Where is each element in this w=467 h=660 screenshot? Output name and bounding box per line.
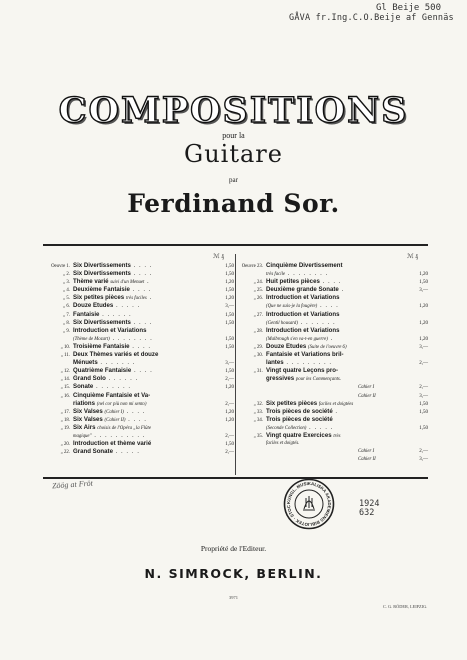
work-subtitle: (nel cor più non mi sento): [96, 401, 147, 407]
work-price: 3,—: [225, 304, 234, 310]
work-title-line: [266, 311, 411, 319]
work-price: 1,20: [225, 296, 234, 302]
work-title: Vingt quatre Exercices: [266, 431, 332, 439]
work-title-line: [73, 311, 217, 319]
opus-number: „ 8.: [63, 320, 70, 326]
leader-dots: . . . .: [317, 302, 339, 310]
work-price: 1,50: [225, 272, 234, 278]
work-title: Trois pièces de société: [266, 415, 333, 423]
work-subtitle: très: [333, 433, 341, 439]
work-title: lantes: [266, 359, 284, 367]
work-entry: [45, 408, 234, 416]
work-price: 1,20: [419, 320, 428, 326]
library-stamp-seal: [283, 478, 335, 530]
work-price: 1,50: [419, 401, 428, 407]
work-entry: [45, 302, 234, 310]
leader-dots: . . . .: [319, 278, 342, 286]
work-subtitle: très facile: [266, 272, 286, 278]
opus-number: „ 10.: [60, 344, 70, 350]
work-title: Introduction et Variations: [266, 310, 340, 318]
work-title-line: [73, 270, 217, 278]
leader-dots: . . . .: [129, 342, 152, 350]
work-title: Deuxième Fantaisie: [73, 286, 130, 294]
work-title: Ménuets: [73, 359, 98, 367]
leader-dots: . . . . . . . . . .: [91, 431, 146, 439]
work-price: 3,—: [225, 361, 234, 367]
work-subtitle: Cahier II: [358, 393, 376, 399]
work-price: 1,20: [419, 304, 428, 310]
work-title-line: [266, 351, 411, 359]
work-subtitle: Cahier I: [358, 448, 375, 454]
composer-name: Ferdinand Sor.: [127, 189, 340, 218]
work-title-line: [73, 302, 217, 310]
property-notice: Propriété de l'Editeur.: [200, 544, 267, 553]
work-title-line: [266, 286, 411, 294]
leader-dots: . . . . .: [112, 448, 140, 456]
work-entry: [45, 311, 234, 319]
opus-number: „ 5.: [63, 296, 70, 302]
work-entry: [238, 367, 428, 375]
work-subtitle: Cahier I: [358, 385, 375, 391]
work-price: 3,—: [419, 393, 428, 399]
leader-dots: . . . . . . .: [97, 359, 136, 367]
work-title-line: [73, 359, 217, 367]
work-price: 1,50: [225, 320, 234, 326]
work-price: 3,—: [419, 344, 428, 350]
work-entry: [238, 278, 428, 286]
work-entry: [45, 294, 234, 302]
work-subtitle: choisis de l'Opéra „la Flûte: [97, 425, 151, 431]
leader-dots: .: [146, 294, 153, 302]
work-title: Grand Solo: [73, 375, 106, 383]
work-title: Six Divertissements: [73, 270, 131, 278]
opus-number: „ 22.: [60, 450, 70, 456]
leader-dots: . . . .: [130, 318, 153, 326]
instrument-heading: Guitare: [184, 140, 283, 168]
opus-number: „ 33.: [253, 409, 263, 415]
opus-number: Oeuvre 1.: [51, 264, 70, 269]
leader-dots: . . . . . .: [99, 310, 132, 318]
work-title-line: [266, 294, 411, 302]
work-title-line: [73, 367, 217, 375]
work-subtitle: suivi d'un Menuet: [110, 280, 145, 286]
work-subtitle: faciles et doigtés.: [266, 441, 300, 447]
work-entry: [45, 359, 234, 367]
work-entry: [238, 294, 428, 302]
work-entry: [238, 424, 428, 432]
leader-dots: . . . .: [130, 262, 153, 269]
work-subtitle: (Que ne suis-je la fougère): [266, 304, 318, 310]
opus-number: „ 15.: [60, 385, 70, 391]
work-subtitle: pour les Commençants.: [295, 377, 341, 383]
work-entry: [238, 351, 428, 359]
work-entry: [45, 335, 234, 343]
work-title: Sonate: [73, 383, 94, 391]
work-entry: [45, 432, 234, 440]
bottom-rule: [43, 477, 428, 479]
work-price: 1,20: [225, 409, 234, 415]
opus-number: „ 30.: [253, 353, 263, 359]
leader-dots: . . . .: [131, 367, 153, 375]
work-title: Quatrième Fantaisie: [73, 367, 132, 375]
work-price: 1,50: [225, 312, 234, 318]
work-title: Introduction et Variations: [266, 294, 340, 302]
work-title-line: [266, 278, 411, 286]
par-text: par: [229, 176, 238, 184]
opus-number: „ 28.: [253, 328, 263, 334]
work-title-line: [266, 262, 411, 270]
opus-number: „ 17.: [60, 409, 70, 415]
work-entry: [45, 440, 234, 448]
opus-number: „ 29.: [253, 344, 263, 350]
work-price: 1,20: [225, 417, 234, 423]
leader-dots: . . . . . . . .: [109, 334, 153, 342]
work-price: 2,—: [225, 450, 234, 456]
work-entry: [238, 416, 428, 424]
work-entry: [238, 286, 428, 294]
work-title: Deuxième grande Sonate: [266, 286, 339, 294]
work-entry: [238, 319, 428, 327]
leader-dots: . . . .: [129, 286, 152, 294]
work-title-line: [73, 392, 217, 400]
leader-dots: . . . . . . . . .: [283, 359, 333, 367]
pour-la-text: pour la: [222, 131, 245, 140]
work-price: 1,50: [225, 336, 234, 342]
work-entry: [45, 351, 234, 359]
opus-number: „ 7.: [63, 312, 70, 318]
work-entry: [238, 375, 428, 383]
work-entry: [45, 262, 234, 270]
work-price: 1,50: [225, 264, 234, 269]
work-title: Thème varié: [73, 278, 109, 286]
work-title-line: [266, 367, 411, 375]
work-price: 1,50: [225, 288, 234, 294]
work-price: 1,50: [225, 369, 234, 375]
work-entry: [238, 392, 428, 400]
work-entry: [238, 327, 428, 335]
work-title-line: [73, 286, 217, 294]
work-price: 2,—: [225, 401, 234, 407]
work-title-line: [266, 327, 411, 335]
work-price: 3,—: [419, 456, 428, 462]
work-title-line: [266, 408, 411, 416]
leader-dots: .: [338, 286, 345, 294]
work-title: gressives: [266, 375, 295, 383]
work-title: Six Valses: [73, 415, 103, 423]
work-entry: [45, 367, 234, 375]
work-price: 1,50: [419, 425, 428, 431]
handwritten-scribble: Zöög at Fröt: [51, 478, 94, 491]
leader-dots: . . . .: [123, 407, 146, 415]
work-entry: [238, 270, 428, 278]
opus-number: „ 19.: [60, 425, 70, 431]
work-price: 2,—: [419, 361, 428, 367]
opus-number: „ 24.: [253, 280, 263, 286]
work-price: 1,50: [225, 442, 234, 448]
work-title-line: [73, 319, 217, 327]
works-list-left: [45, 253, 234, 456]
work-title: Six Divertissements: [73, 262, 131, 269]
work-entry: [238, 302, 428, 310]
printer-credit: C. G. RÖDER, LEIPZIG.: [383, 604, 428, 609]
work-title: Fantaisie et Variations bril-: [266, 351, 344, 359]
work-entry: [238, 408, 428, 416]
work-title-line: [266, 416, 411, 424]
work-title: Introduction et thème varié: [73, 440, 152, 448]
opus-number: „ 6.: [63, 304, 70, 310]
work-entry: [238, 359, 428, 367]
opus-number: „ 11.: [60, 353, 70, 359]
work-title: Six Airs: [73, 423, 96, 431]
column-divider: [235, 254, 236, 475]
work-entry: [238, 400, 428, 408]
work-title-line: [73, 375, 217, 383]
leader-dots: . . . . . . .: [297, 318, 336, 326]
leader-dots: .: [144, 278, 150, 286]
opus-number: „ 32.: [253, 401, 263, 407]
work-subtitle: (Cahier II): [104, 417, 126, 423]
work-subtitle: faciles et doigtées: [318, 401, 354, 407]
work-price: 1,20: [225, 385, 234, 391]
work-title: Fantaisie: [73, 310, 100, 318]
work-title: Deux Thèmes variés et douze: [73, 351, 159, 359]
work-title: Introduction et Variations: [266, 326, 340, 334]
work-title-line: [73, 448, 217, 456]
opus-number: „ 4.: [63, 288, 70, 294]
work-entry: [238, 432, 428, 440]
work-price: 1,20: [419, 336, 428, 342]
opus-number: „ 18.: [60, 417, 70, 423]
work-price: 1,50: [225, 344, 234, 350]
opus-number: „ 31.: [253, 369, 263, 375]
work-subtitle: très faciles: [125, 296, 147, 302]
price-header: ℳ ₰: [213, 254, 224, 260]
work-title-line: [73, 262, 217, 270]
work-title-line: [73, 351, 217, 359]
leader-dots: . . . .: [130, 270, 153, 278]
work-subtitle: (Cahier I): [104, 409, 124, 415]
work-entry: [45, 327, 234, 335]
work-title: Cinquième Fantaisie et Va-: [73, 391, 151, 399]
opus-number: „ 14.: [60, 377, 70, 383]
opus-number: „ 26.: [253, 296, 263, 302]
leader-dots: . . . . .: [306, 423, 334, 431]
opus-number: „ 16.: [60, 393, 70, 399]
leader-dots: .: [332, 407, 339, 415]
work-title: Six petites pièces: [73, 294, 125, 302]
opus-number: Oeuvre 23.: [241, 264, 263, 269]
work-title: Six petites pièces: [266, 399, 318, 407]
work-entry: [238, 447, 428, 455]
opus-number: „ 12.: [60, 369, 70, 375]
work-subtitle: (Suite de l'oeuvre 6): [308, 344, 347, 350]
work-entry: [238, 343, 428, 351]
work-price: 2,—: [419, 385, 428, 391]
work-entry: [45, 383, 234, 391]
work-entry: [238, 311, 428, 319]
price-header: ℳ ₰: [407, 254, 418, 260]
work-title: Trois pièces de société: [266, 407, 333, 415]
stamp-text: KUNGL. MUSIKALISKA AKADEMIENS BIBLIOTEK · STOC: [285, 480, 333, 528]
work-entry: [238, 335, 428, 343]
work-title: Six Valses: [73, 407, 103, 415]
opus-number: „ 35.: [253, 433, 263, 439]
pencil-notes: [359, 500, 379, 518]
opus-number: „ 25.: [253, 288, 263, 294]
work-title-line: [73, 343, 217, 351]
work-entry: [45, 400, 234, 408]
work-title-line: [73, 440, 217, 448]
work-price: 1,50: [419, 409, 428, 415]
pencil-note-year: 1924: [359, 499, 380, 509]
work-entry: [45, 424, 234, 432]
opus-number: „ 20.: [60, 442, 70, 448]
work-title-line: [73, 327, 217, 335]
opus-number: „ 9.: [63, 328, 70, 334]
work-subtitle: (Malbrough s'en va-t-en guerre): [266, 336, 328, 342]
works-list-right: [238, 253, 428, 463]
work-title: Grand Sonate: [73, 448, 113, 456]
work-entry: [45, 286, 234, 294]
work-entry: [238, 383, 428, 391]
work-price: 1,20: [225, 280, 234, 286]
work-title: Vingt quatre Leçons pro-: [266, 367, 339, 375]
work-title: riations: [73, 399, 96, 407]
opus-number: „ 3.: [63, 280, 70, 286]
work-entry: [45, 392, 234, 400]
opus-number: „ 27.: [253, 312, 263, 318]
work-subtitle: magique": [73, 433, 92, 439]
handwritten-provenance-note: GÅVA fr.Ing.C.O.Beije af Gennäs: [289, 13, 454, 23]
work-entry: [238, 455, 428, 463]
work-price: 2,—: [225, 377, 234, 383]
leader-dots: . . . . .: [113, 302, 141, 310]
work-entry: [238, 262, 428, 270]
work-entry: [45, 278, 234, 286]
work-entry: [45, 343, 234, 351]
leader-dots: .: [327, 334, 334, 342]
work-title-line: [73, 383, 217, 391]
work-entry: [45, 416, 234, 424]
pencil-note-number: 632: [359, 508, 375, 518]
work-subtitle: Cahier II: [358, 456, 376, 462]
work-price: 2,—: [419, 448, 428, 454]
work-entry: [45, 448, 234, 456]
work-entry: [45, 270, 234, 278]
work-title: Douze Etudes: [266, 342, 307, 350]
work-price: 3,—: [419, 288, 428, 294]
work-title: Introduction et Variations: [73, 326, 147, 334]
page-title: COMPOSITIONS: [58, 90, 409, 131]
work-title: Huit petites pièces: [266, 278, 320, 286]
work-subtitle: (Thème de Mozart): [73, 336, 110, 342]
work-title: Six Divertissements: [73, 318, 131, 326]
work-title-line: [266, 359, 411, 367]
work-price: 2,—: [225, 433, 234, 439]
leader-dots: . . . . . . .: [93, 383, 132, 391]
work-title-line: [266, 455, 411, 464]
opus-number: „ 34.: [253, 417, 263, 423]
work-entry: [45, 319, 234, 327]
publisher-name: N. SIMROCK, BERLIN.: [144, 566, 323, 581]
top-rule: [43, 244, 428, 246]
work-title: Cinquième Divertissement: [266, 262, 343, 269]
leader-dots: . . . . . . . .: [285, 270, 329, 278]
leader-dots: . . . . . .: [105, 375, 139, 383]
leader-dots: . . . .: [125, 415, 147, 423]
work-price: 1,50: [419, 280, 428, 286]
work-price: 1,20: [419, 272, 428, 278]
work-subtitle: (Gentil housard): [266, 320, 298, 326]
work-entry: [45, 375, 234, 383]
work-title: Douze Etudes: [73, 302, 114, 310]
handwritten-catalogue-number: Gl Beije 500: [376, 3, 442, 13]
opus-number: „ 2.: [63, 272, 70, 278]
work-subtitle: (Seconde Collection): [266, 425, 307, 431]
plate-number: 3971: [229, 595, 238, 600]
work-title: Troisième Fantaisie: [73, 342, 130, 350]
